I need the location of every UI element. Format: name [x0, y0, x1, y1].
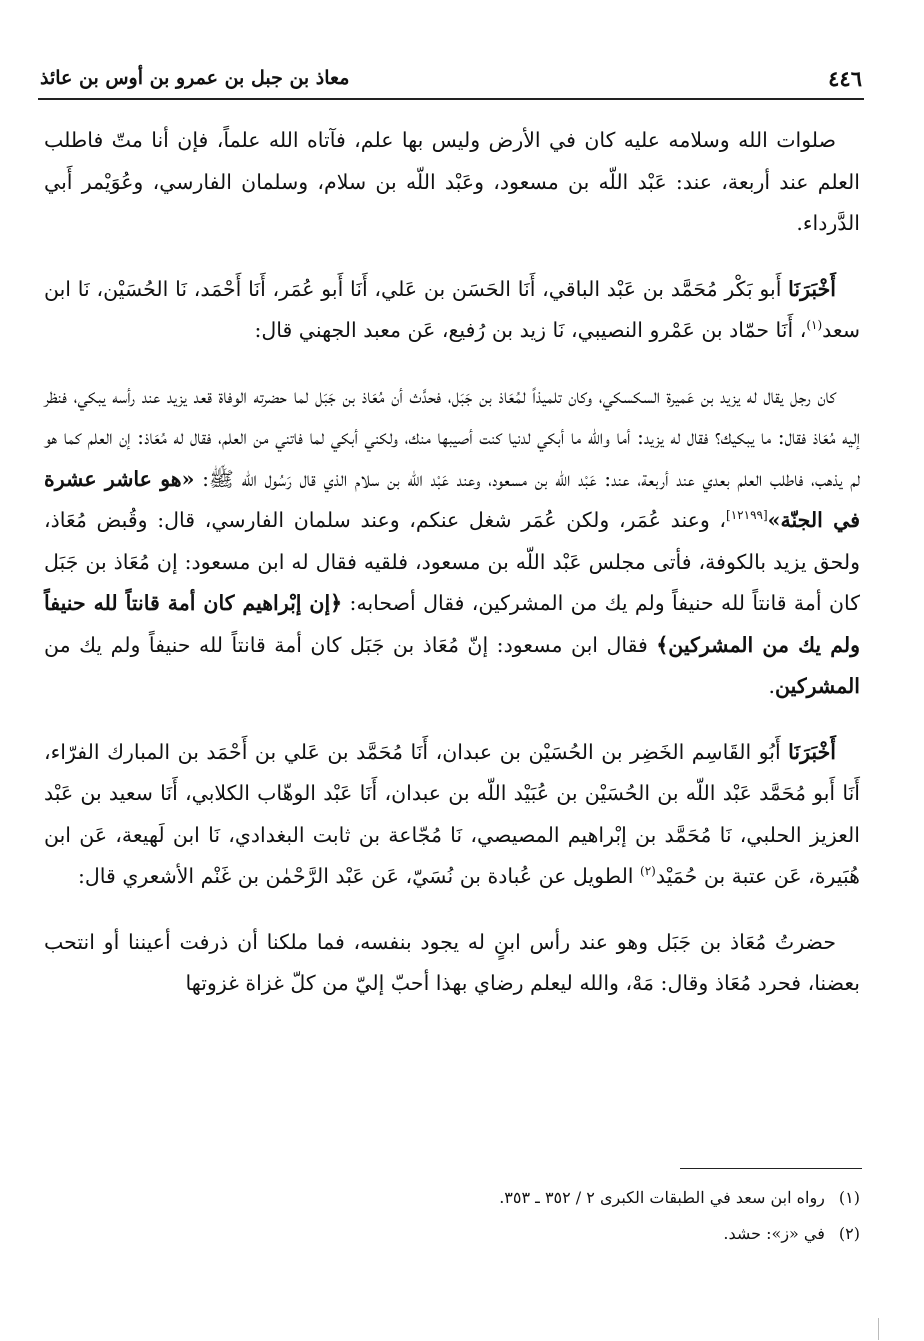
paragraph-4-isnad: أَخْبَرَنَا أَبُو القَاسِم الخَضِر بن الحُسَيْن بن عبدان، أَنَا مُحَمَّد بن عَلي بن أَحْمَد بن المبارك الفرّاء، أَنَا أَبو مُحَمَّد عَبْد اللّه بن الحُسَيْن بن عُبَيْد اللّه بن عبدان، أَنَا عَبْد الوهّاب الكلابي، أَنَا سعيد بن عَبْد العزيز الحلبي، نَا مُحَمَّد بن إبْراهيم المصيصي، نَا مُجّاعة بن ثابت البغدادي، نَا ابن لَهيعة، عَن ابن هُبَيرة، عَن عتبة بن حُمَيْد$^{(٢)}$ الطويل عن عُبادة بن نُسَيّ، عَن عَبْد الرَّحْمٰن بن غَنْم الأشعري قال:: [44, 739, 860, 888]
paragraph-1: صلوات الله وسلامه عليه كان في الأرض وليس بها علم، فآتاه الله علماً، فإن أنا متّ فاطلب العلم عند أربعة، عند: عَبْد اللّه بن مسعود، وعَبْد اللّه بن سلام، وسلمان الفارسي، وعُوَيْمر أَبي الدَّرداء.: [44, 128, 860, 235]
isnad-lead: أَخْبَرَنَا: [788, 739, 836, 764]
running-title: معاذ بن جبل بن عمرو بن أوس بن عائذ: [40, 67, 350, 89]
header-rule: [38, 98, 864, 100]
paragraph-2-isnad: أَخْبَرَنَا أَبو بَكْر مُحَمَّد بن عَبْد الباقي، أَنَا الحَسَن بن عَلي، أَنَا أَبو عُمَر، أَنَا أَحْمَد، نَا الحُسَيْن، نَا ابن سعد$^{(١)}$، أَنَا حمّاد بن عَمْرو النصيبي، نَا زيد بن رُفيع، عَن معبد الجهني قال:: [44, 276, 860, 342]
footnote-text: رواه ابن سعد في الطبقات الكبرى ٢ / ٣٥٢ ـ ٣٥٣.: [499, 1188, 825, 1207]
footnote-rule: [680, 1168, 862, 1169]
footnote-number: (١): [838, 1188, 860, 1207]
footnote-marker-1: (١): [806, 318, 823, 333]
hadith-number: [١٢١٩٩]: [726, 508, 768, 523]
footnote-text: في «ز»: حشد.: [723, 1224, 825, 1243]
emphasis-word: المشركين: [775, 674, 860, 698]
paragraph-3-narration: كان رجل يقال له يزيد بن عَميرة السكسكي، وكان تلميذاً لمُعَاذ بن جَبَل، فحدَّث أن مُعَاذ بن جَبَل لما حضرته الوفاة قعد يزيد عند رأسه يبكي، فنظر إليه مُعَاذ فقال: ما يبكيك؟ فقال له يزيد: أما والله ما أبكي لدنيا كنت أصيبها منك، ولكني أبكي لما فاتني من العلم، فقال له مُعَاذ: إن العلم كما هو لم يذهب، فاطلب العلم بعدي عند أربعة، عند: عَبْد اللّه بن مسعود، وعند عَبْد اللّه بن سلام الذي قال رَسُول الله ﷺ: «هو عاشر عشرة في الجنّة»[١٢١٩٩]، وعند عُمَر، ولكن عُمَر شغل عنكم، وعند سلمان الفارسي، قال: وقُبض مُعَاذ، ولحق يزيد بالكوفة، فأتى مجلس عَبْد اللّه بن مسعود، فلقيه فقال له ابن مسعود: إن مُعَاذ بن جَبَل كان أمة قانتاً لله حنيفاً ولم يك من المشركين، فقال أصحابه: ﴿إن إبْراهيم كان أمة قانتاً لله حنيفاً ولم يك من المشركين﴾ فقال ابن مسعود: إنّ مُعَاذ بن جَبَل كان أمة قانتاً لله حنيفاً ولم يك من المشركين.: [44, 383, 860, 698]
body-text: [44, 120, 860, 1005]
footnote-number: (٢): [838, 1224, 860, 1243]
footnote-1: [44, 1180, 860, 1216]
running-head: [40, 60, 862, 96]
quran-quote: ﴿إن إبْراهيم كان أمة قانتاً لله حنيفاً ولم يك من المشركين﴾: [44, 591, 860, 657]
paragraph-5: حضرتُ مُعَاذ بن جَبَل وهو عند رأس ابنٍ له يجود بنفسه، فما ملكنا أن ذرفت أعيننا أو انتحب بعضنا، فحرد مُعَاذ وقال: مَهْ، والله ليعلم رضاي بهذا أحبّ إليّ من كلّ غزاة غزوتها: [44, 929, 860, 995]
footnote-2: [44, 1216, 860, 1252]
footnotes: [44, 1180, 860, 1252]
footnote-marker-2: (٢): [640, 864, 656, 879]
scan-edge-mark: [878, 1318, 879, 1340]
isnad-lead: أَخْبَرَنَا: [788, 276, 836, 301]
page-number: ٤٤٦: [828, 65, 862, 91]
hadith-quote: «هو عاشر عشرة في الجنّة»: [44, 466, 860, 532]
